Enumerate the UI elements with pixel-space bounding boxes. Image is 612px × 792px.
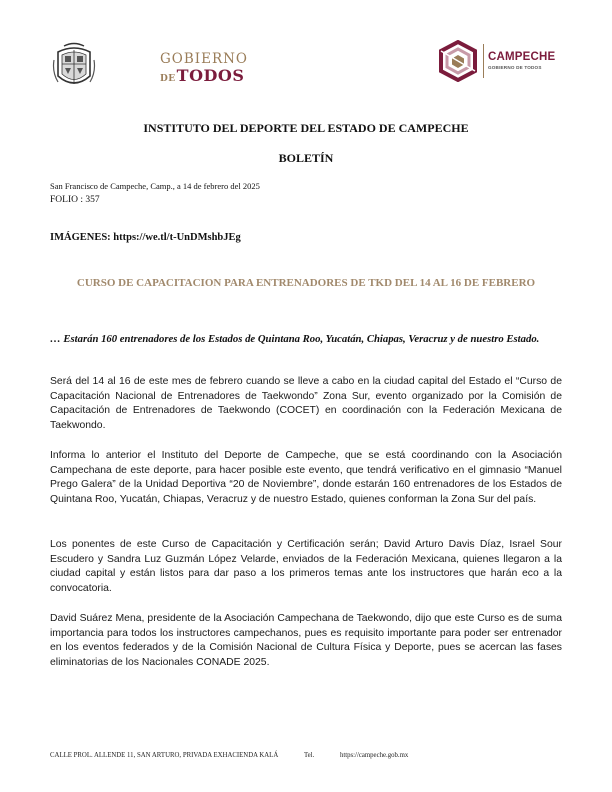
gob-logo-line2 [160, 67, 250, 88]
gob-logo-line1: GOBIERNO [160, 51, 249, 67]
gobierno-de-todos-logo [160, 52, 250, 86]
gob-logo-todos: TODOS [176, 66, 245, 85]
campeche-logo-divider [483, 44, 484, 78]
state-seal-icon [52, 42, 96, 92]
campeche-logo-subtitle: GOBIERNO DE TODOS [488, 65, 542, 70]
body-paragraph-2: Informa lo anterior el Instituto del Deporte de Campeche, que se está coordinando con la Asociación Campechana de este deporte, para hacer posible este evento, que tendrá verificativo en el gimnasio “Manuel Prego Galera” de la Unidad Deportiva “20 de Noviembre”, donde estarán 160 entrenadores de los Estados de Quintana Roo, Yucatán, Chiapas, Veracruz y de nuestro Estado, quienes conforman la Zona Sur del país. [50, 450, 562, 505]
footer [50, 752, 414, 759]
footer-url-link[interactable]: https://campeche.gob.mx [339, 752, 409, 759]
campeche-logo [438, 40, 568, 82]
institute-title: INSTITUTO DEL DEPORTE DEL ESTADO DE CAMPECHE [143, 121, 469, 135]
body-paragraph-4: David Suárez Mena, presidente de la Asociación Campechana de Taekwondo, dijo que este Curso es de suma importancia para todos los instructores campechanos, pues es requisito importante para poder ser entrenador en los eventos federados y de la Comisión Nacional de Cultura Física y Deporte, pues se acercan las fases eliminatorias de los Nacionales CONADE 2025. [50, 613, 562, 668]
body-paragraph-3: Los ponentes de este Curso de Capacitación y Certificación serán; David Arturo Davis Díaz, Israel Sour Escudero y Sandra Luz Guzmán López Velarde, enviados de la Federación Mexicana, quienes llegaron a la ciudad capital y están listos para dar paso a los primeros temas ante los instructores que harán eco a la convocatoria. [50, 539, 562, 594]
bulletin-title: BOLETÍN [278, 151, 334, 165]
campeche-logo-name: CAMPECHE [488, 51, 556, 63]
body-paragraph-1: Será del 14 al 16 de este mes de febrero cuando se lleve a cabo en la ciudad capital del Estado el “Curso de Capacitación Nacional de Entrenadores de Taekwondo” Zona Sur, evento organizado por la Comisión de Capacitación de Entrenadores de Taekwondo (COCET) en coordinación con la Federación Mexicana de Taekwondo. [50, 376, 562, 431]
campeche-hexagon-icon [438, 40, 478, 82]
lead-paragraph: … Estarán 160 entrenadores de los Estados de Quintana Roo, Yucatán, Chiapas, Veracruz y de nuestro Estado. [50, 333, 540, 345]
footer-address: CALLE PROL. ALLENDE 11, SAN ARTURO, PRIVADA EXHACIENDA KALÁ [50, 752, 279, 759]
images-link[interactable]: IMÁGENES: https://we.tl/t-UnDMshbJEg [50, 232, 241, 243]
folio-number: FOLIO : 357 [50, 195, 100, 205]
footer-tel-label: Tel. [303, 752, 315, 759]
news-headline: CURSO DE CAPACITACION PARA ENTRENADORES DE TKD DEL 14 AL 16 DE FEBRERO [76, 277, 536, 289]
gob-logo-de: DE [160, 74, 176, 84]
dateline: San Francisco de Campeche, Camp., a 14 de febrero del 2025 [50, 181, 260, 191]
